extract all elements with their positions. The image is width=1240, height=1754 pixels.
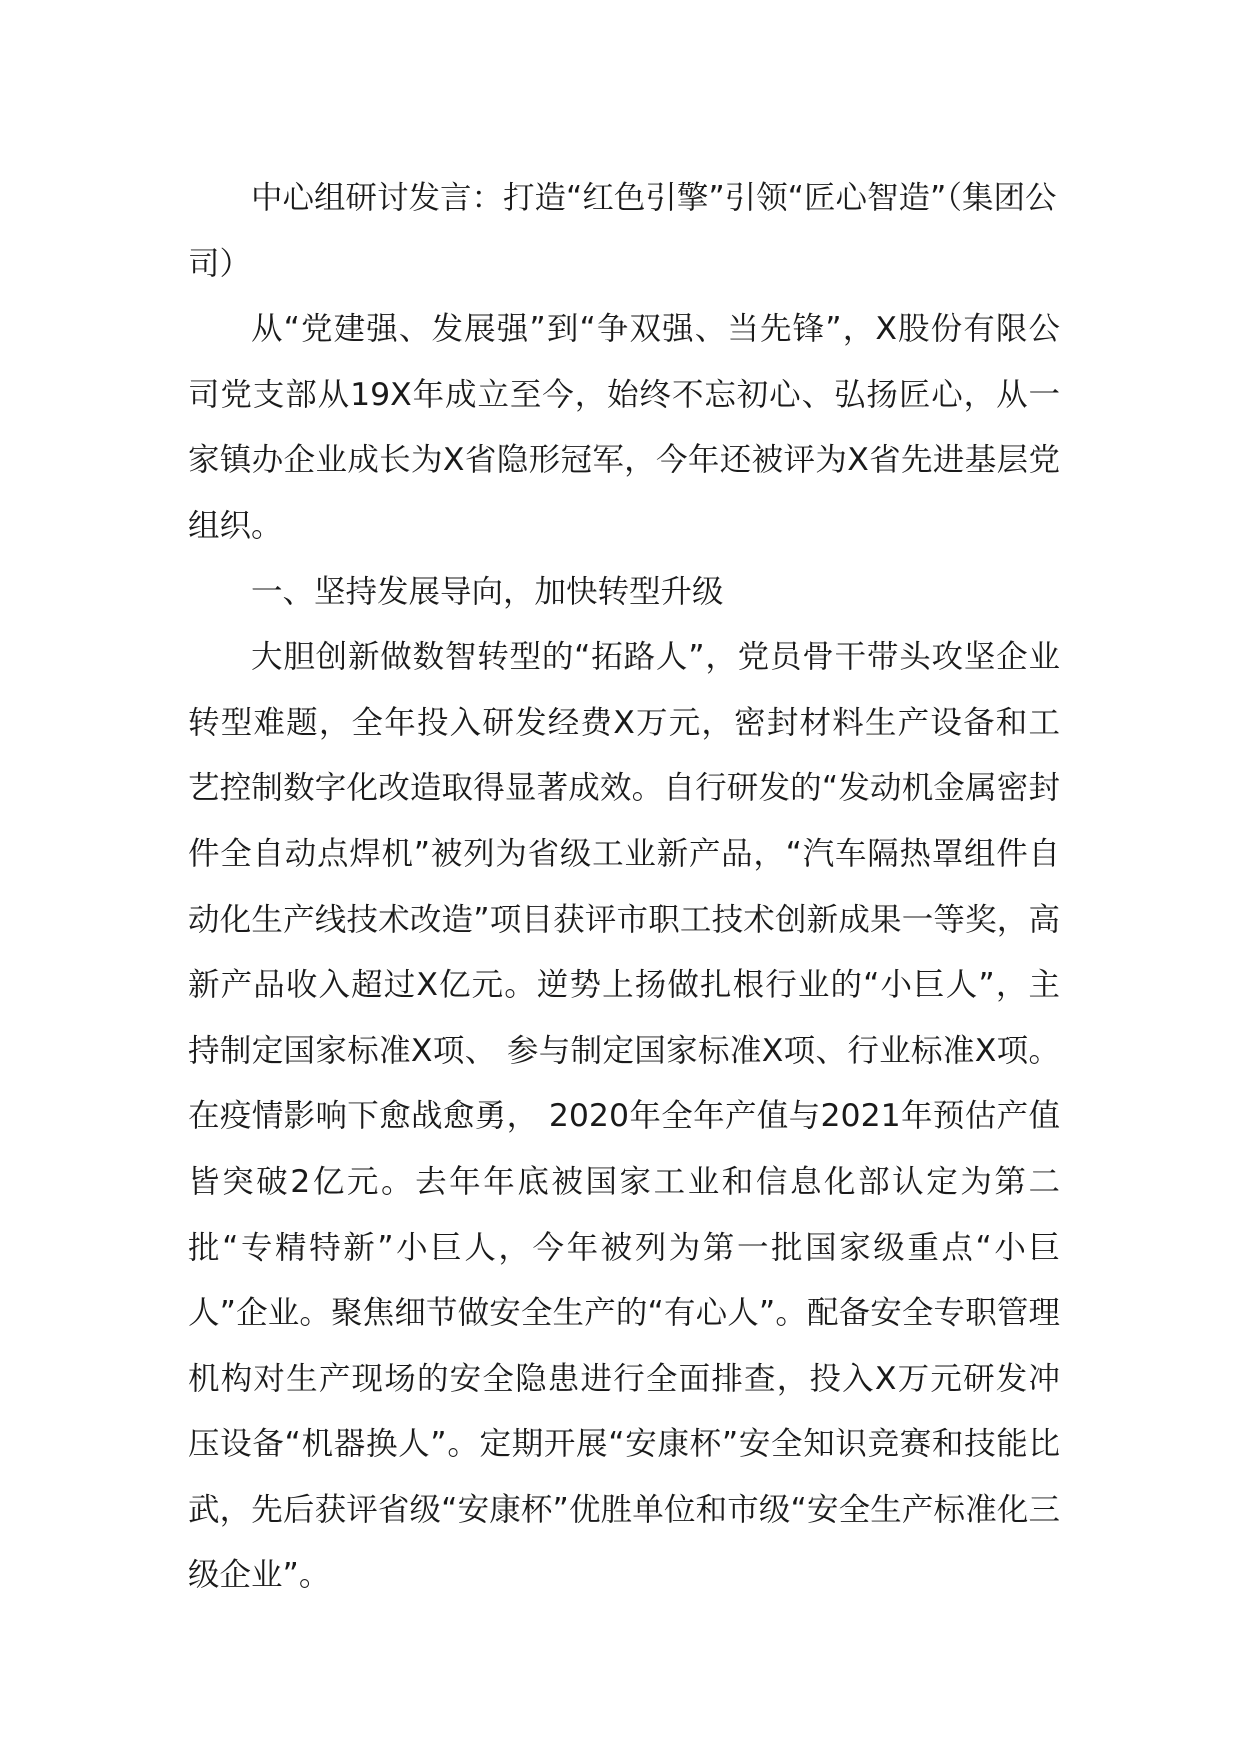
body-paragraph: 大胆创新做数智转型的“拓路人”，党员骨干带头攻坚企业转型难题，全年投入研发经费X万元，密封材料生产设备和工艺控制数字化改造取得显著成效。自行研发的“发动机金属密封件全自动点焊机”被列为省级工业新产品，“汽车隔热罩组件自动化生产线技术改造”项目获评市职工技术创新成果一等奖，高新产品收入超过X亿元。逆势上扬做扎根行业的“小巨人”，主持制定国家标准X项、 参与制定国家标准X项、行业标准X项。 在疫情影响下愈战愈勇， 2020年全年产值与2021年预估产值皆突破2亿元。去年年底被国家工业和信息化部认定为第二批“专精特新”小巨人，今年被列为第一批国家级重点“小巨人”企业。聚焦细节做安全生产的“有心人”。配备安全专职管理机构对生产现场的安全隐患进行全面排查，投入X万元研发冲压设备“机器换人”。定期开展“安康杯”安全知识竞赛和技能比武，先后获评省级“安康杯”优胜单位和市级“安全生产标准化三级企业”。 (188, 639, 1060, 1594)
section-heading: 一、坚持发展导向，加快转型升级 (251, 573, 724, 610)
intro-paragraph: 从“党建强、发展强”到“争双强、当先锋”，X股份有限公司党支部从19X年成立至今，始终不忘初心、弘扬匠心，从一家镇办企业成长为X省隐形冠军，今年还被评为X省先进基层党组织。 (188, 311, 1060, 544)
document-title: 中心组研讨发言：打造“红色引擎”引领“匠心智造”（集团公司） (188, 180, 1057, 282)
document-body (188, 166, 1060, 1609)
